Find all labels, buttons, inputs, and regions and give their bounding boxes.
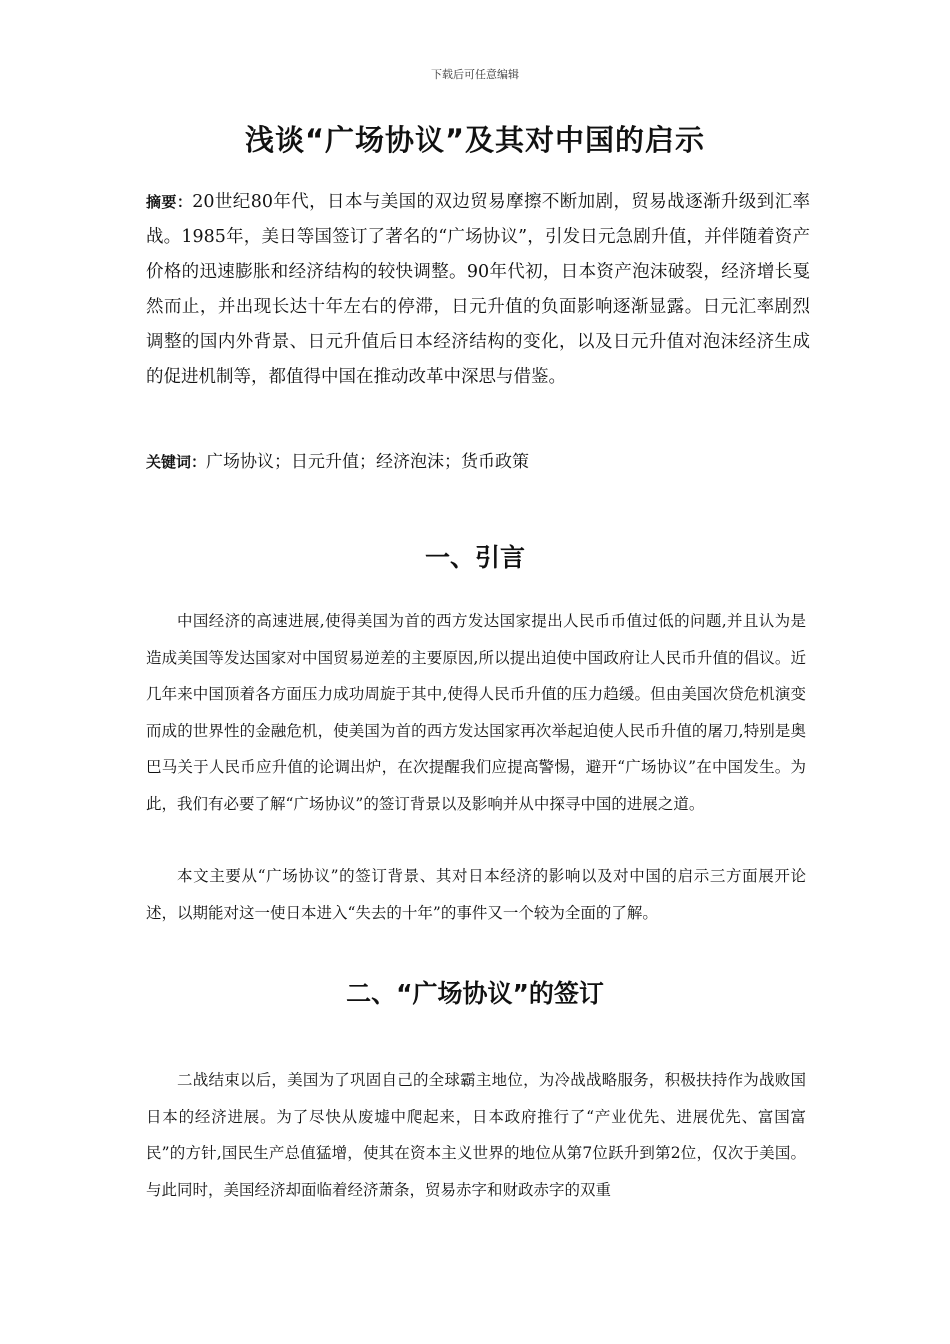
- abstract: [146, 185, 810, 395]
- document-title: 浅谈“广场协议”及其对中国的启示: [244, 123, 706, 157]
- paragraph: 本文主要从“广场协议”的签订背景、其对日本经济的影响以及对中国的启示三方面展开论述，以期能对这一使日本进入“失去的十年”的事件又一个较为全面的了解。: [146, 867, 806, 922]
- paragraph: 二战结束以后，美国为了巩固自己的全球霸主地位，为冷战战略服务，积极扶持作为战败国日本的经济进展。为了尽快从废墟中爬起来，日本政府推行了“产业优先、进展优先、富国富民”的方针,国民生产总值猛增，使其在资本主义世界的地位从第7位跃升到第2位，仅次于美国。与此同时，美国经济却面临着经济萧条，贸易赤字和财政赤字的双重: [146, 1071, 806, 1199]
- header-note: 下载后可任意编辑: [431, 68, 519, 81]
- keywords-label: 关键词：: [146, 453, 207, 471]
- keywords: [146, 445, 810, 479]
- section-heading-plaza-accord-signing: 二、“广场协议”的签订: [346, 979, 604, 1008]
- abstract-label: 摘要：: [146, 193, 193, 211]
- paragraph: 中国经济的高速进展,使得美国为首的西方发达国家提出人民币币值过低的问题,并且认为是造成美国等发达国家对中国贸易逆差的主要原因,所以提出迫使中国政府让人民币升值的倡议。近几年来中国顶着各方面压力成功周旋于其中,使得人民币升值的压力趋缓。但由美国次贷危机演变而成的世界性的金融危机，使美国为首的西方发达国家再次举起迫使人民币升值的屠刀,特别是奥巴马关于人民币应升值的论调出炉，在次提醒我们应提高警惕，避开“广场协议”在中国发生。为此，我们有必要了解“广场协议”的签订背景以及影响并从中探寻中国的进展之道。: [146, 612, 806, 813]
- abstract-text: 20世纪80年代，日本与美国的双边贸易摩擦不断加剧，贸易战逐渐升级到汇率战。1985年，美日等国签订了著名的“广场协议”，引发日元急剧升值，并伴随着资产价格的迅速膨胀和经济结构的较快调整。90年代初，日本资产泡沫破裂，经济增长戛然而止，并出现长达十年左右的停滞，日元升值的负面影响逐渐显露。日元汇率剧烈调整的国内外背景、日元升值后日本经济结构的变化，以及日元升值对泡沫经济生成的促进机制等，都值得中国在推动改革中深思与借鉴。: [146, 192, 810, 387]
- section-heading-introduction: 一、引言: [424, 543, 525, 572]
- keywords-text: 广场协议；日元升值；经济泡沫；货币政策: [206, 452, 530, 472]
